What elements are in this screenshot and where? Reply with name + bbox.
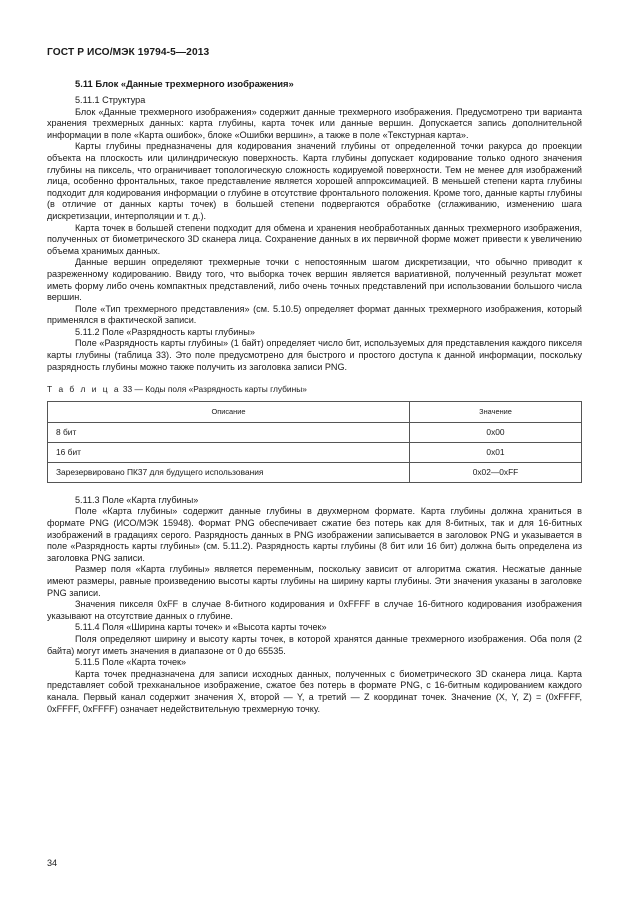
subsection-heading: 5.11.5 Поле «Карта точек» bbox=[75, 657, 187, 668]
cell-value: 0x02—0xFF bbox=[410, 462, 582, 482]
section-title: 5.11 Блок «Данные трехмерного изображения» bbox=[75, 78, 294, 89]
paragraph: Значения пикселя 0xFF в случае 8-битного кодирования и 0xFFFF в случае 16-битного кодирования изображения указывают на отсутствие данных о глубине. bbox=[47, 599, 582, 621]
cell-description: 16 бит bbox=[48, 442, 410, 462]
cell-description: 8 бит bbox=[48, 422, 410, 442]
paragraph: Поле «Карта глубины» содержит данные глубины в двухмерном формате. Карта глубины должна храниться в формате PNG (ИСО/МЭК 15948). Формат PNG обеспечивает сжатие без потерь как для 8-битных, так и для 16-битных изображений в градациях серого. Разрядность данных в PNG изображении записывается в заголовок PNG и указывается в поле «Разрядность карты глубины» (см. 5.11.2). Разрядность карты глубины (8 бит или 16 бит) должна быть определена из заголовка PNG записи. bbox=[47, 506, 582, 563]
table-row bbox=[48, 422, 582, 442]
cell-description: Зарезервировано ПК37 для будущего использования bbox=[48, 462, 410, 482]
paragraph-group-a bbox=[47, 95, 582, 373]
page-content bbox=[47, 78, 582, 715]
table-row bbox=[48, 462, 582, 482]
paragraph: Блок «Данные трехмерного изображения» содержит данные трехмерного изображения. Предусмотрено три варианта хранения трехмерных данных: карта глубины, карта точек или данные вершин. Допускается запись дополнительной информации в поле «Карта ошибок», блоке «Ошибки вершин», а также в поле «Текстурная карта». bbox=[47, 106, 582, 140]
paragraph: Карта точек в большей степени подходит для обмена и хранения необработанных данных трехмерного изображения, полученных от биометрического 3D сканера лица. Сохранение данных в их первичной форме может привести к увеличению объема хранимых данных. bbox=[47, 222, 582, 256]
paragraph: Карта точек предназначена для записи исходных данных, полученных с биометрического 3D сканера лица. Карта представляет собой трехканальное изображение, сжатое без потерь в формате PNG, с 16-битным кодированием каждого канала. Первый канал содержит значения X, второй — Y, а третий — Z координат точек. Значение (X, Y, Z) = (0xFFFF, 0xFFFF, 0xFFFF) означает недействительную трехмерную точку. bbox=[47, 668, 582, 714]
table-caption bbox=[47, 384, 582, 396]
subsection-heading: 5.11.2 Поле «Разрядность карты глубины» bbox=[75, 326, 255, 337]
column-header-value: Значение bbox=[410, 401, 582, 422]
column-header-description: Описание bbox=[48, 401, 410, 422]
paragraph: Карты глубины предназначены для кодирования значений глубины от определенной точки ракурса до проекции объекта на плоскость или цилиндрическую поверхность. Карта глубины допускает кодирование только одного значения глубины на пиксель, что ограничивает топологическую сложность кодируемой поверхности. Тем не менее для изображений лица, особенно фронтальных, такое представление является хорошей аппроксимацией. В меньшей степени карта глубины подходит для кодирования информации о глубине в отсутствие фронтального положения. Кроме того, данные карты глубины (в отличие от данных карты точек) в большей степени подвергаются обработке (сглаживанию, изменению шага дискретизации, интерполяции и т. д.). bbox=[47, 141, 582, 221]
paragraph-group-b bbox=[47, 495, 582, 715]
subsection-heading: 5.11.4 Поля «Ширина карты точек» и «Высота карты точек» bbox=[75, 622, 327, 633]
paragraph: Поля определяют ширину и высоту карты точек, в которой хранятся данные трехмерного изображения. Оба поля (2 байта) могут иметь значения в диапазоне от 0 до 65535. bbox=[47, 633, 582, 656]
document-header: ГОСТ Р ИСО/МЭК 19794-5—2013 bbox=[47, 47, 210, 58]
subsection-heading: 5.11.3 Поле «Карта глубины» bbox=[75, 494, 199, 505]
table-caption-label: Т а б л и ц а bbox=[47, 384, 121, 395]
paragraph: Размер поля «Карта глубины» является переменным, поскольку зависит от алгоритма сжатия. Несжатые данные имеют размеры, равные произведению высоты карты глубины на ширину карты глубины. Эти значения указаны в заголовке PNG записи. bbox=[47, 564, 582, 598]
cell-value: 0x01 bbox=[410, 442, 582, 462]
cell-value: 0x00 bbox=[410, 422, 582, 442]
paragraph: Поле «Разрядность карты глубины» (1 байт) определяет число бит, используемых для представления каждого пикселя карты глубины (таблица 33). Это поле предусмотрено для быстрого и простого доступа к данной информации, поскольку разрядность глубины можно также получить из заголовка записи PNG. bbox=[47, 338, 582, 372]
page-number: 34 bbox=[47, 858, 58, 868]
paragraph: Поле «Тип трехмерного представления» (см. 5.10.5) определяет формат данных трехмерного изображения, который применялся в фактической записи. bbox=[47, 303, 582, 326]
table-row bbox=[48, 442, 582, 462]
paragraph: Данные вершин определяют трехмерные точки с непостоянным шагом дискретизации, что обычно приводит к разреженному кодированию. Ввиду того, что выборка точек вершин является вариативной, полученный результат может иметь форму либо очень компактных представлений, либо очень точных представлений при использовании большого числа вершин. bbox=[47, 257, 582, 303]
table-header-row bbox=[48, 401, 582, 422]
subsection-heading: 5.11.1 Структура bbox=[75, 95, 146, 105]
table-caption-text: 33 — Коды поля «Разрядность карты глубины» bbox=[120, 384, 307, 395]
codes-table bbox=[47, 401, 582, 483]
